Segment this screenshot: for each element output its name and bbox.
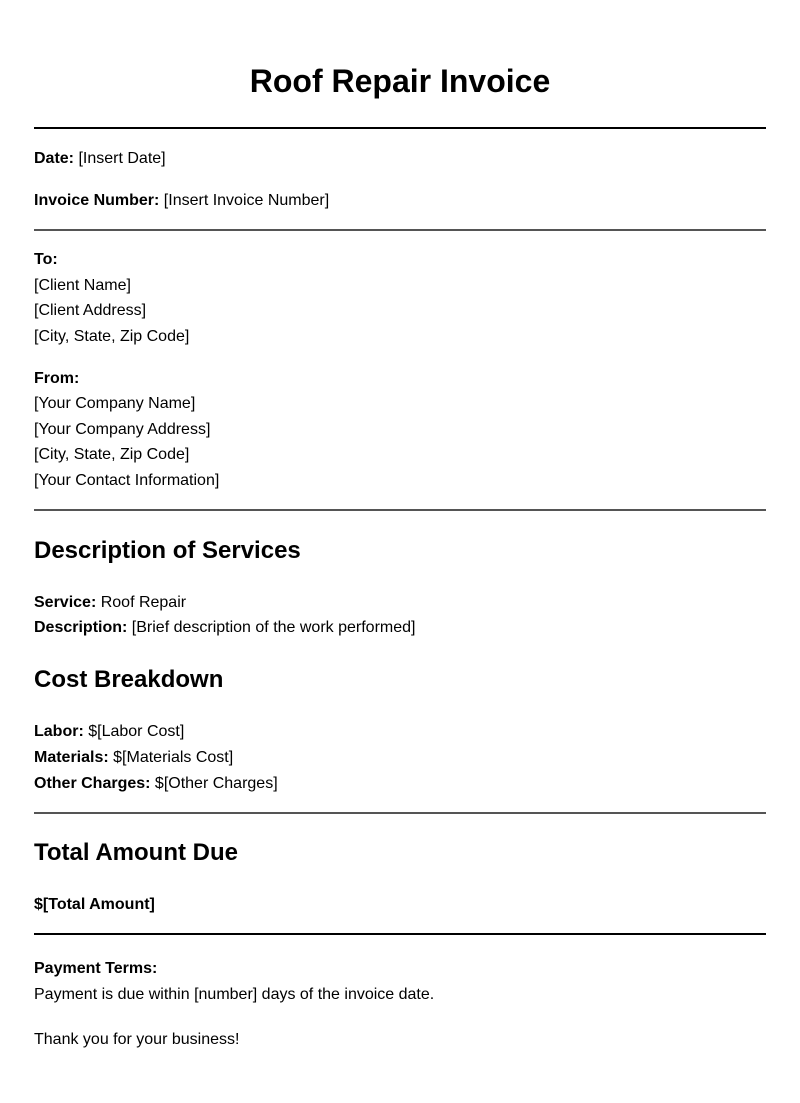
labor-label: Labor:: [34, 723, 84, 740]
divider-total: [34, 933, 766, 935]
other-charges-value: $[Other Charges]: [150, 775, 278, 792]
service-row: [34, 593, 186, 613]
divider-parties: [34, 509, 766, 511]
invoice-number-value: [Insert Invoice Number]: [159, 192, 330, 209]
description-value: [Brief description of the work performed]: [127, 619, 416, 636]
to-city-state-zip: [City, State, Zip Code]: [34, 328, 190, 345]
labor-row: [34, 722, 184, 742]
total-heading: Total Amount Due: [34, 839, 238, 866]
materials-row: [34, 748, 233, 768]
from-label-text: From:: [34, 370, 80, 387]
invoice-number-row: [34, 191, 329, 211]
from-company-name: [Your Company Name]: [34, 395, 196, 412]
from-company-address: [Your Company Address]: [34, 421, 211, 438]
date-value: [Insert Date]: [74, 150, 166, 167]
payment-terms-label-row: [34, 959, 157, 979]
divider-costs: [34, 812, 766, 814]
invoice-title: Roof Repair Invoice: [249, 63, 551, 99]
to-client-name: [Client Name]: [34, 277, 131, 294]
service-label: Service:: [34, 594, 97, 611]
payment-terms-text: Payment is due within [number] days of the invoice date.: [34, 986, 435, 1003]
other-charges-label: Other Charges:: [34, 775, 151, 792]
service-value: Roof Repair: [96, 594, 187, 611]
date-label: Date:: [34, 150, 75, 167]
from-city-state-zip: [City, State, Zip Code]: [34, 446, 190, 463]
services-heading: Description of Services: [34, 537, 301, 564]
materials-value: $[Materials Cost]: [108, 749, 234, 766]
divider-meta: [34, 229, 766, 231]
materials-label: Materials:: [34, 749, 109, 766]
description-label: Description:: [34, 619, 128, 636]
closing-message: Thank you for your business!: [34, 1031, 240, 1048]
to-label-text: To:: [34, 251, 58, 268]
to-label: [34, 250, 58, 270]
labor-value: $[Labor Cost]: [83, 723, 185, 740]
payment-terms-label: Payment Terms:: [34, 960, 158, 977]
other-charges-row: [34, 774, 278, 794]
from-contact-info: [Your Contact Information]: [34, 472, 220, 489]
to-client-address: [Client Address]: [34, 302, 147, 319]
total-amount-row: [34, 895, 155, 915]
cost-breakdown-heading: Cost Breakdown: [34, 666, 224, 693]
description-row: [34, 618, 415, 638]
date-row: [34, 149, 166, 169]
from-label: [34, 369, 79, 389]
divider-top: [34, 127, 766, 129]
total-amount: $[Total Amount]: [34, 896, 155, 913]
invoice-number-label: Invoice Number:: [34, 192, 160, 209]
